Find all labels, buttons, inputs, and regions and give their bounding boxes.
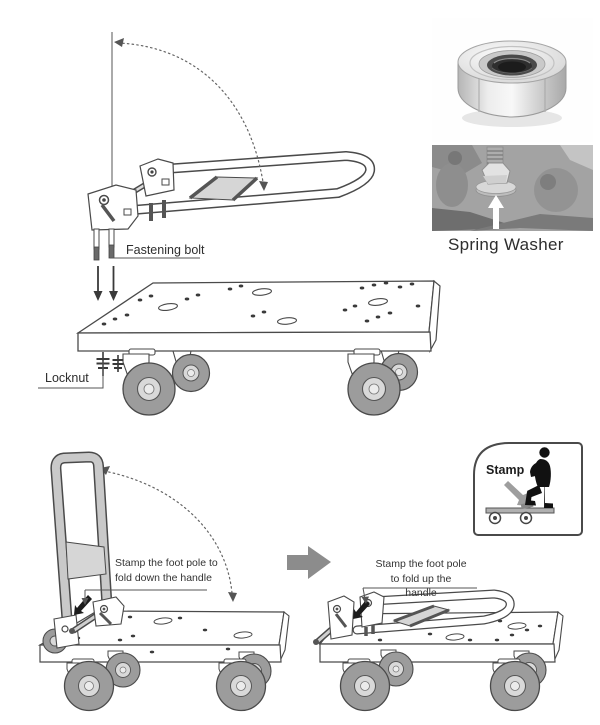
stamp-instruction-icon — [474, 443, 582, 535]
platform-deck — [78, 281, 440, 415]
fold-up-note-line1: Stamp the foot pole — [375, 558, 467, 570]
locknut-label: Locknut — [45, 371, 89, 385]
locknut-symbols — [97, 352, 124, 376]
stamp-icon-label: Stamp — [486, 463, 525, 477]
fold-up-note — [374, 557, 468, 601]
cart-handle-down — [313, 588, 563, 711]
fold-down-note-line2: fold down the handle — [115, 571, 212, 584]
bolt-insertion-arrows — [94, 266, 119, 301]
spring-washer-photo — [432, 145, 593, 231]
folded-handle-assembly — [88, 32, 370, 260]
locknut-photo — [432, 18, 593, 142]
fold-down-note-line1: Stamp the foot pole to — [115, 557, 218, 569]
transition-arrow-icon — [287, 546, 331, 579]
spring-washer-label: Spring Washer — [448, 235, 564, 254]
fold-down-note — [115, 556, 218, 585]
fold-up-note-line2: to fold up the handle — [390, 572, 452, 599]
fastening-bolt-label: Fastening bolt — [126, 243, 205, 257]
